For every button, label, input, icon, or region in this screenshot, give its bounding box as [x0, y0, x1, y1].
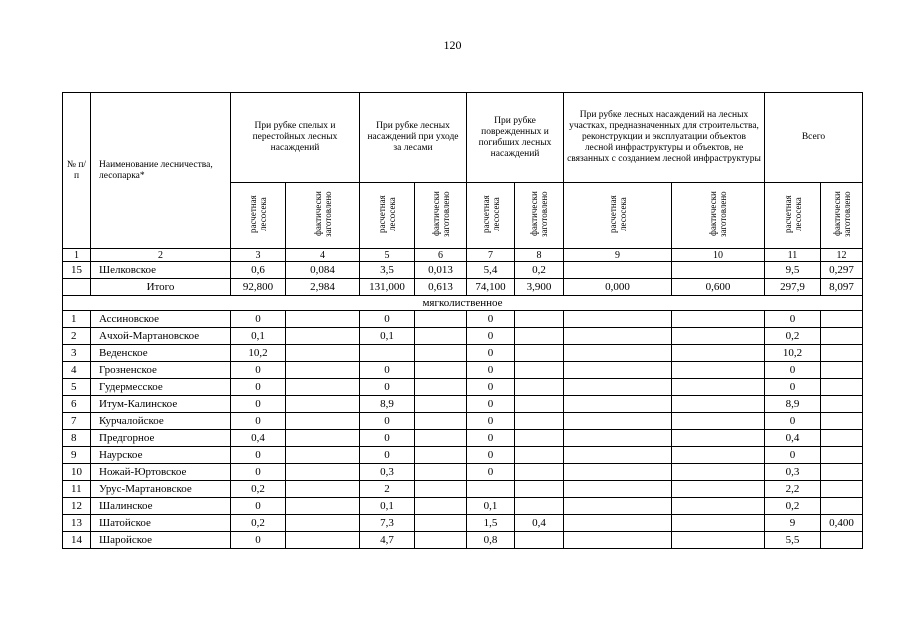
section-title: мягколиственное: [63, 296, 863, 311]
cell: [286, 515, 360, 532]
cell: 0,000: [564, 279, 672, 296]
cell: 0,4: [515, 515, 564, 532]
cell: [564, 379, 672, 396]
cell: [672, 430, 765, 447]
cell: [564, 498, 672, 515]
header-num: № п/п: [63, 93, 91, 249]
col-number: 8: [515, 249, 564, 262]
cell: [286, 328, 360, 345]
cell: [821, 396, 863, 413]
subheader-fact-2: фактически заготовлено: [415, 183, 467, 249]
row-number: 7: [63, 413, 91, 430]
cell: [286, 362, 360, 379]
table-row: [63, 498, 863, 515]
forest-harvest-table: [62, 92, 863, 549]
cell: [286, 311, 360, 328]
cell: [672, 498, 765, 515]
cell: [564, 362, 672, 379]
total-label: Итого: [91, 279, 231, 296]
cell: [286, 396, 360, 413]
cell: 0: [360, 379, 415, 396]
forestry-name: Шаройское: [91, 532, 231, 549]
cell: 0,1: [360, 498, 415, 515]
cell: 297,9: [765, 279, 821, 296]
cell: 7,3: [360, 515, 415, 532]
table-body: [63, 249, 863, 549]
cell: 0: [231, 396, 286, 413]
cell: 0: [467, 396, 515, 413]
cell: [286, 413, 360, 430]
cell: [821, 379, 863, 396]
cell: 0: [231, 532, 286, 549]
forestry-name: Шелковское: [91, 262, 231, 279]
table-row: [63, 311, 863, 328]
cell: [821, 362, 863, 379]
cell: [672, 447, 765, 464]
header-group-infrastructure: При рубке лесных насаждений на лесных участках, предназначенных для строительства, реконструкции и эксплуатации объектов лесной инфраструктуры и объектов, не связанных с созданием лесной инфраструктуры: [564, 93, 765, 183]
cell: [515, 532, 564, 549]
cell: [415, 532, 467, 549]
cell: 0,4: [765, 430, 821, 447]
cell: 0: [467, 328, 515, 345]
section-row: [63, 296, 863, 311]
forestry-name: Шатойское: [91, 515, 231, 532]
forestry-name: Ачхой-Мартановское: [91, 328, 231, 345]
col-number: 7: [467, 249, 515, 262]
cell: [564, 532, 672, 549]
cell: 0,013: [415, 262, 467, 279]
cell: 0: [467, 311, 515, 328]
subheader-calc-1: расчетная лесосека: [231, 183, 286, 249]
row-number: 11: [63, 481, 91, 498]
cell: [564, 328, 672, 345]
cell: [821, 413, 863, 430]
cell: 0: [467, 413, 515, 430]
cell: 0,2: [515, 262, 564, 279]
table-row: [63, 447, 863, 464]
cell: 92,800: [231, 279, 286, 296]
table-row: [63, 464, 863, 481]
cell: 10,2: [765, 345, 821, 362]
cell: [415, 515, 467, 532]
subheader-fact-1: фактически заготовлено: [286, 183, 360, 249]
row-number: 6: [63, 396, 91, 413]
cell: 131,000: [360, 279, 415, 296]
row-number: 15: [63, 262, 91, 279]
cell: [415, 464, 467, 481]
col-number: 1: [63, 249, 91, 262]
forestry-name: Шалинское: [91, 498, 231, 515]
table-row: [63, 345, 863, 362]
cell: 0,297: [821, 262, 863, 279]
subheader-fact-5: фактически заготовлено: [821, 183, 863, 249]
cell: [415, 396, 467, 413]
cell: 0: [467, 345, 515, 362]
cell: 0: [765, 379, 821, 396]
row-number: 1: [63, 311, 91, 328]
cell: [672, 464, 765, 481]
cell: 0: [467, 430, 515, 447]
cell: [672, 345, 765, 362]
forestry-name: Итум-Калинское: [91, 396, 231, 413]
cell: [286, 481, 360, 498]
subheader-calc-2: расчетная лесосека: [360, 183, 415, 249]
cell: 3,900: [515, 279, 564, 296]
row-number: 13: [63, 515, 91, 532]
cell: 0: [360, 447, 415, 464]
cell: 0,084: [286, 262, 360, 279]
cell: [515, 447, 564, 464]
forestry-name: Гудермесское: [91, 379, 231, 396]
table-row: [63, 379, 863, 396]
cell: [515, 379, 564, 396]
cell: [672, 532, 765, 549]
cell: 0,600: [672, 279, 765, 296]
cell: 0,2: [231, 481, 286, 498]
row-number: 14: [63, 532, 91, 549]
cell: [672, 515, 765, 532]
col-number: 6: [415, 249, 467, 262]
col-number: 12: [821, 249, 863, 262]
cell: [672, 262, 765, 279]
cell: 0: [467, 447, 515, 464]
col-number: 5: [360, 249, 415, 262]
cell: 8,9: [765, 396, 821, 413]
cell: 0,1: [360, 328, 415, 345]
cell: [515, 362, 564, 379]
forestry-name: Предгорное: [91, 430, 231, 447]
row-number: 3: [63, 345, 91, 362]
cell: [415, 328, 467, 345]
cell: 0,3: [765, 464, 821, 481]
col-number: 2: [91, 249, 231, 262]
cell: [515, 498, 564, 515]
cell: 0: [231, 379, 286, 396]
cell: [415, 413, 467, 430]
cell: 5,4: [467, 262, 515, 279]
row-number: 5: [63, 379, 91, 396]
cell: 0: [467, 362, 515, 379]
cell: [515, 328, 564, 345]
forestry-name: Веденское: [91, 345, 231, 362]
cell: [286, 464, 360, 481]
cell: [415, 345, 467, 362]
cell: [672, 396, 765, 413]
table-row: [63, 430, 863, 447]
cell: [564, 447, 672, 464]
table-row: [63, 328, 863, 345]
forestry-name: Урус-Мартановское: [91, 481, 231, 498]
cell: 0: [360, 413, 415, 430]
row-number: 12: [63, 498, 91, 515]
cell: [821, 532, 863, 549]
cell: 0: [360, 311, 415, 328]
cell: 8,9: [360, 396, 415, 413]
cell: 0,8: [467, 532, 515, 549]
header-group-damaged: При рубке поврежденных и погибших лесных насаждений: [467, 93, 564, 183]
col-number: 11: [765, 249, 821, 262]
row-number: 10: [63, 464, 91, 481]
col-number: 9: [564, 249, 672, 262]
cell: [821, 464, 863, 481]
cell: [415, 447, 467, 464]
cell: 5,5: [765, 532, 821, 549]
cell: [286, 532, 360, 549]
cell: [672, 362, 765, 379]
cell: [515, 413, 564, 430]
cell: 0: [231, 413, 286, 430]
cell: [821, 311, 863, 328]
col-number: 4: [286, 249, 360, 262]
total-row: [63, 279, 863, 296]
cell: [415, 311, 467, 328]
cell: [286, 379, 360, 396]
cell: [672, 328, 765, 345]
cell: [515, 311, 564, 328]
cell: 1,5: [467, 515, 515, 532]
cell: [672, 481, 765, 498]
cell: 0,2: [765, 498, 821, 515]
cell: [564, 430, 672, 447]
table-row: [63, 481, 863, 498]
subheader-calc-5: расчетная лесосека: [765, 183, 821, 249]
cell: [515, 396, 564, 413]
cell: [286, 345, 360, 362]
cell: [515, 430, 564, 447]
cell: [286, 447, 360, 464]
cell: 0: [467, 464, 515, 481]
subheader-fact-4: фактически заготовлено: [672, 183, 765, 249]
table-row: [63, 362, 863, 379]
cell: 0: [231, 464, 286, 481]
cell: 10,2: [231, 345, 286, 362]
cell: 4,7: [360, 532, 415, 549]
cell: [515, 464, 564, 481]
cell: [467, 481, 515, 498]
cell: 0,3: [360, 464, 415, 481]
cell: [564, 311, 672, 328]
cell: [286, 498, 360, 515]
cell: [564, 481, 672, 498]
forestry-name: Ножай-Юртовское: [91, 464, 231, 481]
cell: [415, 379, 467, 396]
cell: [821, 447, 863, 464]
cell: 0,4: [231, 430, 286, 447]
cell: 0: [231, 447, 286, 464]
forestry-name: Курчалойское: [91, 413, 231, 430]
subheader-calc-3: расчетная лесосека: [467, 183, 515, 249]
header-group-mature: При рубке спелых и перестойных лесных насаждений: [231, 93, 360, 183]
cell: 0,1: [467, 498, 515, 515]
row-number: 2: [63, 328, 91, 345]
cell: [515, 345, 564, 362]
col-number: 10: [672, 249, 765, 262]
cell: 0: [765, 413, 821, 430]
cell: 0: [231, 498, 286, 515]
table-row: [63, 396, 863, 413]
forestry-name: Ассиновское: [91, 311, 231, 328]
table-row: [63, 532, 863, 549]
cell: 0: [231, 311, 286, 328]
cell: [672, 413, 765, 430]
cell: 0,6: [231, 262, 286, 279]
row-number: 8: [63, 430, 91, 447]
cell: [672, 379, 765, 396]
subheader-calc-4: расчетная лесосека: [564, 183, 672, 249]
cell: 2,2: [765, 481, 821, 498]
cell: 3,5: [360, 262, 415, 279]
header-group-care: При рубке лесных насаждений при уходе за лесами: [360, 93, 467, 183]
cell: [415, 362, 467, 379]
cell: 8,097: [821, 279, 863, 296]
cell: 9: [765, 515, 821, 532]
forestry-name: Наурское: [91, 447, 231, 464]
header-name: Наименование лесничества, лесопарка*: [91, 93, 231, 249]
cell: [821, 328, 863, 345]
cell: [564, 262, 672, 279]
cell: 0: [467, 379, 515, 396]
cell: 0: [765, 362, 821, 379]
cell: [564, 413, 672, 430]
cell: [360, 345, 415, 362]
cell: [821, 481, 863, 498]
forestry-name: Грозненское: [91, 362, 231, 379]
cell: [63, 279, 91, 296]
table-row: [63, 262, 863, 279]
col-number: 3: [231, 249, 286, 262]
header-group-total: Всего: [765, 93, 863, 183]
cell: 0: [765, 311, 821, 328]
cell: [564, 396, 672, 413]
table-row: [63, 515, 863, 532]
cell: 74,100: [467, 279, 515, 296]
cell: 0,400: [821, 515, 863, 532]
cell: [821, 345, 863, 362]
cell: [564, 515, 672, 532]
cell: [515, 481, 564, 498]
table-row: [63, 413, 863, 430]
cell: [564, 464, 672, 481]
cell: 9,5: [765, 262, 821, 279]
cell: 0,613: [415, 279, 467, 296]
cell: 0,2: [765, 328, 821, 345]
cell: 0: [231, 362, 286, 379]
column-number-row: [63, 249, 863, 262]
cell: 0,2: [231, 515, 286, 532]
cell: [821, 498, 863, 515]
cell: [821, 430, 863, 447]
cell: [672, 311, 765, 328]
cell: 0,1: [231, 328, 286, 345]
row-number: 4: [63, 362, 91, 379]
page-number: 120: [443, 38, 462, 52]
cell: [286, 430, 360, 447]
cell: [564, 345, 672, 362]
cell: [415, 430, 467, 447]
cell: 0: [360, 430, 415, 447]
cell: [415, 498, 467, 515]
cell: 0: [765, 447, 821, 464]
subheader-fact-3: фактически заготовлено: [515, 183, 564, 249]
cell: 0: [360, 362, 415, 379]
row-number: 9: [63, 447, 91, 464]
cell: 2: [360, 481, 415, 498]
cell: 2,984: [286, 279, 360, 296]
cell: [415, 481, 467, 498]
